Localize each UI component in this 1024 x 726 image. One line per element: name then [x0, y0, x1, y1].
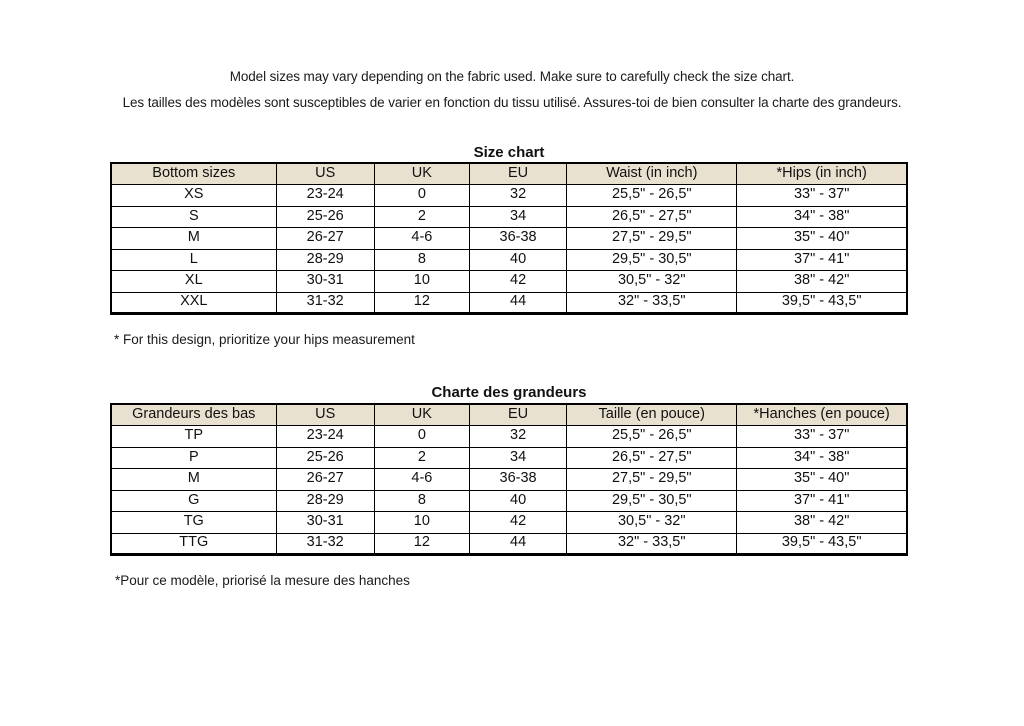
table-cell: 27,5" - 29,5" — [567, 228, 737, 250]
table-cell: 42 — [469, 512, 566, 534]
table-cell: 29,5" - 30,5" — [567, 249, 737, 271]
table-cell: L — [111, 249, 276, 271]
table-cell: 34 — [469, 206, 566, 228]
table-cell: 26,5" - 27,5" — [567, 206, 737, 228]
intro-text-french: Les tailles des modèles sont susceptibles de varier en fonction du tissu utilisé. Assures-toi de bien consulter la charte des grandeurs. — [122, 95, 902, 110]
table-row — [111, 512, 907, 534]
table-cell: 12 — [374, 292, 469, 314]
table-cell: TTG — [111, 533, 276, 555]
table-row — [111, 271, 907, 293]
column-header: UK — [374, 404, 469, 426]
table-cell: S — [111, 206, 276, 228]
table-cell: TP — [111, 426, 276, 448]
table-cell: 33" - 37" — [737, 426, 907, 448]
header-row — [111, 163, 907, 185]
table-cell: 8 — [374, 490, 469, 512]
column-header: EU — [469, 163, 566, 185]
table-cell: 32 — [469, 185, 566, 207]
column-header: UK — [374, 163, 469, 185]
table-cell: 4-6 — [374, 469, 469, 491]
size-chart-table-french — [110, 403, 908, 556]
table-cell: 0 — [374, 426, 469, 448]
table-cell: 39,5" - 43,5" — [737, 292, 907, 314]
table-cell: 23-24 — [276, 185, 374, 207]
table-cell: 25-26 — [276, 206, 374, 228]
table-row — [111, 185, 907, 207]
table-cell: 26-27 — [276, 469, 374, 491]
table-cell: 32" - 33,5" — [567, 292, 737, 314]
table-cell: 34 — [469, 447, 566, 469]
table-cell: 27,5" - 29,5" — [567, 469, 737, 491]
column-header: EU — [469, 404, 566, 426]
table-row — [111, 447, 907, 469]
table-cell: 12 — [374, 533, 469, 555]
hips-footnote-english: * For this design, prioritize your hips measurement — [114, 332, 415, 347]
table-cell: 2 — [374, 447, 469, 469]
table-cell: 30,5" - 32" — [567, 271, 737, 293]
table-cell: 28-29 — [276, 249, 374, 271]
table-cell: 25-26 — [276, 447, 374, 469]
table-row — [111, 490, 907, 512]
column-header: Bottom sizes — [111, 163, 276, 185]
table-cell: 31-32 — [276, 533, 374, 555]
table-cell: 38" - 42" — [737, 512, 907, 534]
table-cell: 30,5" - 32" — [567, 512, 737, 534]
table-cell: 35" - 40" — [737, 228, 907, 250]
table-row — [111, 533, 907, 555]
table-row — [111, 469, 907, 491]
table-cell: 36-38 — [469, 469, 566, 491]
table-cell: 40 — [469, 490, 566, 512]
table-cell: M — [111, 469, 276, 491]
table-cell: 4-6 — [374, 228, 469, 250]
column-header: *Hips (in inch) — [737, 163, 907, 185]
header-row — [111, 404, 907, 426]
table-cell: 37" - 41" — [737, 490, 907, 512]
table-cell: P — [111, 447, 276, 469]
table-cell: 0 — [374, 185, 469, 207]
size-chart-table-english — [110, 162, 908, 315]
table-cell: 35" - 40" — [737, 469, 907, 491]
column-header: Taille (en pouce) — [567, 404, 737, 426]
table-cell: 33" - 37" — [737, 185, 907, 207]
table-cell: XXL — [111, 292, 276, 314]
table-cell: 44 — [469, 292, 566, 314]
table-cell: 30-31 — [276, 512, 374, 534]
table-cell: 10 — [374, 271, 469, 293]
table-cell: 25,5" - 26,5" — [567, 426, 737, 448]
table-cell: 26-27 — [276, 228, 374, 250]
size-chart-title-english: Size chart — [473, 144, 545, 161]
intro-text-english: Model sizes may vary depending on the fabric used. Make sure to carefully check the size chart. — [229, 69, 795, 84]
table-cell: 32" - 33,5" — [567, 533, 737, 555]
table-cell: XS — [111, 185, 276, 207]
table-cell: 44 — [469, 533, 566, 555]
column-header: Waist (in inch) — [567, 163, 737, 185]
table-cell: 34" - 38" — [737, 447, 907, 469]
table-cell: 34" - 38" — [737, 206, 907, 228]
table-cell: 8 — [374, 249, 469, 271]
column-header: US — [276, 404, 374, 426]
column-header: *Hanches (en pouce) — [737, 404, 907, 426]
table-cell: 37" - 41" — [737, 249, 907, 271]
table-row — [111, 228, 907, 250]
table-cell: 23-24 — [276, 426, 374, 448]
table-cell: 2 — [374, 206, 469, 228]
table-cell: 29,5" - 30,5" — [567, 490, 737, 512]
table-cell: 42 — [469, 271, 566, 293]
table-cell: 39,5" - 43,5" — [737, 533, 907, 555]
table-cell: XL — [111, 271, 276, 293]
table-cell: M — [111, 228, 276, 250]
table-cell: 25,5" - 26,5" — [567, 185, 737, 207]
hips-footnote-french: *Pour ce modèle, priorisé la mesure des hanches — [115, 573, 410, 588]
column-header: Grandeurs des bas — [111, 404, 276, 426]
table-row — [111, 206, 907, 228]
table-cell: 10 — [374, 512, 469, 534]
table-cell: 28-29 — [276, 490, 374, 512]
table-cell: G — [111, 490, 276, 512]
table-cell: 31-32 — [276, 292, 374, 314]
table-cell: 26,5" - 27,5" — [567, 447, 737, 469]
table-row — [111, 249, 907, 271]
table-cell: 36-38 — [469, 228, 566, 250]
table-cell: 32 — [469, 426, 566, 448]
size-chart-title-french: Charte des grandeurs — [431, 384, 587, 401]
table-row — [111, 292, 907, 314]
table-cell: 38" - 42" — [737, 271, 907, 293]
table-cell: 30-31 — [276, 271, 374, 293]
table-cell: TG — [111, 512, 276, 534]
column-header: US — [276, 163, 374, 185]
table-row — [111, 426, 907, 448]
table-cell: 40 — [469, 249, 566, 271]
